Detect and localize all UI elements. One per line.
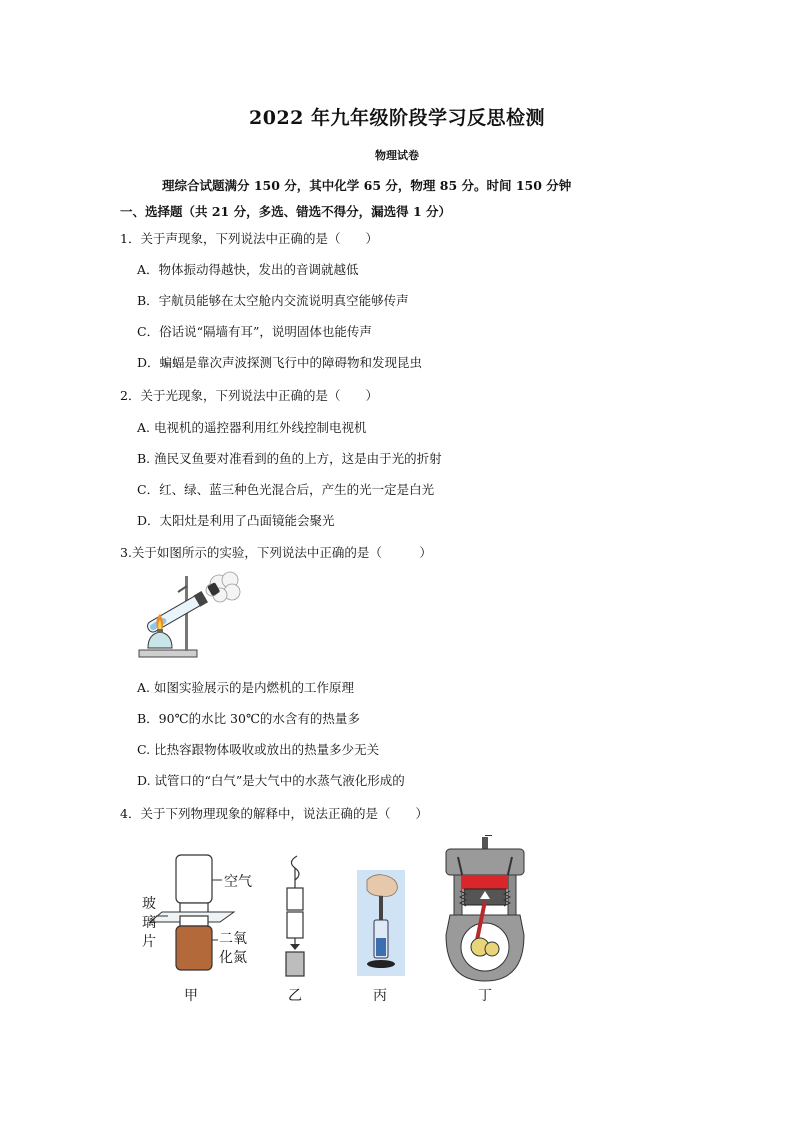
jia-glass-label-2: 璃 bbox=[142, 915, 156, 931]
question-1-option-a: A．物体振动得越快，发出的音调就越低 bbox=[137, 262, 359, 277]
question-3-option-d: D. 试管口的“白气”是大气中的水蒸气液化形成的 bbox=[137, 773, 405, 788]
question-1-stem: 1．关于声现象，下列说法中正确的是（ ） bbox=[120, 231, 378, 246]
exam-note: 理综合试题满分 150 分，其中化学 65 分，物理 85 分。时间 150 分钟 bbox=[162, 178, 572, 193]
question-1-option-d: D．蝙蝠是靠次声波探测飞行中的障碍物和发现昆虫 bbox=[137, 355, 423, 370]
page-subtitle: 物理试卷 bbox=[375, 149, 419, 162]
jia-glass-label-1: 玻 bbox=[142, 896, 156, 912]
jia-gas-label-1: 二氧 bbox=[219, 931, 247, 947]
jia-air-label: 空气 bbox=[224, 874, 252, 890]
figure-4-ding bbox=[440, 835, 530, 985]
question-3-stem: 3.关于如图所示的实验，下列说法中正确的是（ ） bbox=[120, 545, 432, 560]
question-1-option-c: C．俗话说“隔墙有耳”，说明固体也能传声 bbox=[137, 324, 372, 339]
question-3-option-b: B．90℃的水比 30℃的水含有的热量多 bbox=[137, 711, 360, 726]
question-2-option-c: C．红、绿、蓝三种色光混合后，产生的光一定是白光 bbox=[137, 482, 435, 497]
figure-4-label-jia: 甲 bbox=[184, 988, 198, 1004]
figure-4-yi bbox=[275, 852, 315, 982]
question-2-stem: 2．关于光现象，下列说法中正确的是（ ） bbox=[120, 388, 378, 403]
question-1-option-b: B．宇航员能够在太空舱内交流说明真空能够传声 bbox=[137, 293, 409, 308]
question-2-option-a: A. 电视机的遥控器利用红外线控制电视机 bbox=[137, 420, 367, 435]
question-3-figure bbox=[134, 570, 244, 662]
question-3-option-c: C. 比热容跟物体吸收或放出的热量多少无关 bbox=[137, 742, 380, 757]
figure-4-bing bbox=[357, 870, 405, 976]
jia-glass-label-3: 片 bbox=[142, 934, 156, 950]
page-title: 2022 年九年级阶段学习反思检测 bbox=[249, 107, 545, 129]
jia-gas-label-2: 化氮 bbox=[219, 950, 247, 966]
figure-4-label-yi: 乙 bbox=[288, 988, 302, 1004]
question-3-option-a: A. 如图实验展示的是内燃机的工作原理 bbox=[137, 680, 354, 695]
question-4-stem: 4．关于下列物理现象的解释中，说法正确的是（ ） bbox=[120, 806, 428, 821]
question-2-option-b: B. 渔民叉鱼要对准看到的鱼的上方，这是由于光的折射 bbox=[137, 451, 442, 466]
question-2-option-d: D．太阳灶是利用了凸面镜能会聚光 bbox=[137, 513, 335, 528]
figure-4-label-ding: 丁 bbox=[478, 988, 492, 1004]
figure-4-label-bing: 丙 bbox=[373, 988, 387, 1004]
section-heading: 一、选择题（共 21 分，多选、错选不得分，漏选得 1 分） bbox=[120, 204, 452, 219]
